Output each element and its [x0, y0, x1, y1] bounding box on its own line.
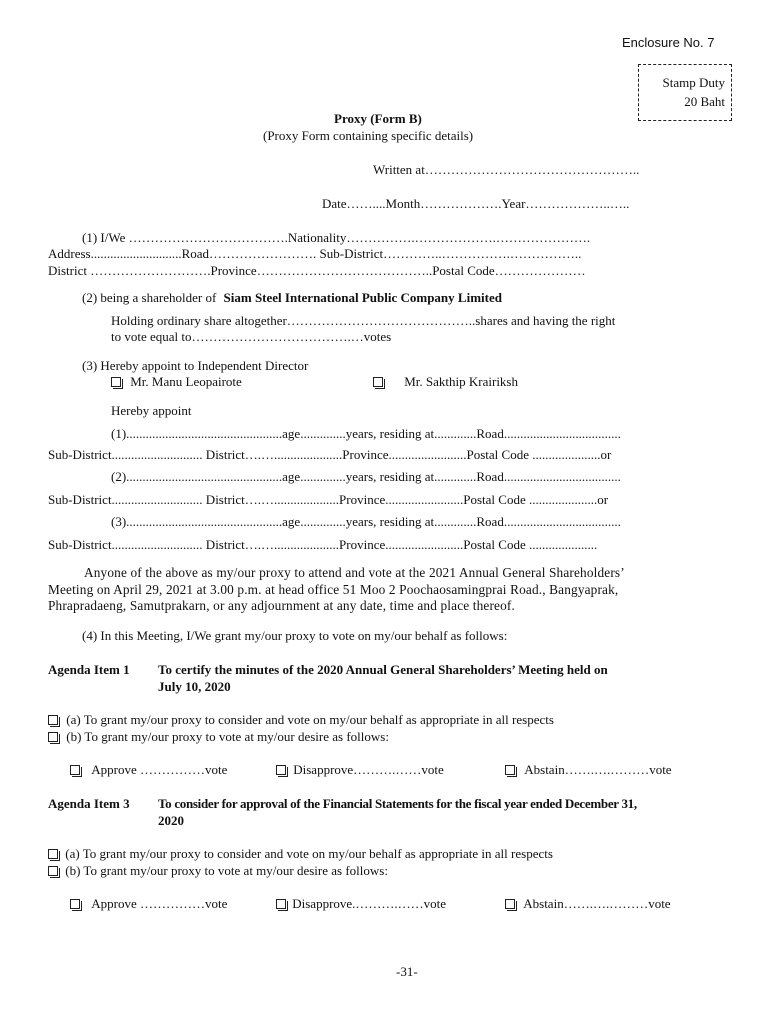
checkbox-icon[interactable]	[276, 765, 286, 775]
agenda-3-disapprove[interactable]	[276, 896, 446, 912]
holding-shares-field[interactable]: Holding ordinary share altogether……………………………………..shares and having the right	[111, 313, 616, 328]
approve-label: Approve ……………vote	[91, 762, 228, 777]
meeting-paragraph	[48, 565, 726, 615]
agenda-3-option-b[interactable]	[48, 863, 388, 879]
meeting-line-2: Meeting on April 29, 2021 at 3.00 p.m. at head office 51 Moo 2 Poochaosamingprai Road., Bangyaprak,	[48, 581, 619, 597]
date-field[interactable]: Date……....Month……………….Year………………..…..	[322, 196, 630, 211]
checkbox-icon[interactable]	[505, 765, 515, 775]
agenda-3-title-cont: 2020	[158, 813, 184, 828]
checkbox-icon[interactable]	[276, 899, 286, 909]
director-option-1[interactable]	[111, 374, 242, 390]
director-1-name: Mr. Manu Leopairote	[130, 374, 242, 389]
abstain-label: Abstain…….….………vote	[523, 896, 671, 911]
approve-label: Approve ……………vote	[91, 896, 228, 911]
meeting-line-3: Phrapradaeng, Samutprakarn, or any adjournment at any date, time and place thereof.	[48, 598, 515, 613]
director-2-name: Mr. Sakthip Krairiksh	[404, 374, 518, 389]
meeting-line-1: Anyone of the above as my/our proxy to attend and vote at the 2021 Annual General Shareholders’	[84, 565, 625, 580]
checkbox-icon[interactable]	[48, 715, 58, 725]
proxy-2-line1[interactable]: (2)................................................age..............years, residing at.............Road....................................	[111, 469, 621, 484]
checkbox-icon[interactable]	[48, 732, 58, 742]
voting-rights-field[interactable]: to vote equal to……………………………….…votes	[111, 329, 392, 344]
hereby-appoint-label: Hereby appoint	[111, 403, 192, 418]
agenda-1-disapprove[interactable]	[276, 762, 444, 778]
address-field[interactable]: Address............................Road……………………. Sub-District…………..…………….……………..	[48, 246, 582, 261]
checkbox-icon[interactable]	[70, 765, 80, 775]
stamp-duty-box	[638, 64, 732, 121]
company-name: Siam Steel International Public Company Limited	[223, 290, 502, 305]
proxy-1-line1[interactable]: (1)................................................age..............years, residing at.............Road....................................	[111, 426, 621, 441]
stamp-duty-label: Stamp Duty	[662, 75, 725, 90]
agenda-3-title: To consider for approval of the Financial Statements for the fiscal year ended December 31,	[158, 796, 637, 811]
page-number: -31-	[396, 964, 418, 979]
independent-director-heading: (3) Hereby appoint to Independent Director	[82, 358, 309, 373]
agenda-3-approve[interactable]	[70, 896, 227, 912]
agenda-1-option-a[interactable]	[48, 712, 554, 728]
stamp-duty-amount: 20 Baht	[684, 94, 725, 109]
agenda-3-option-a-label: (a) To grant my/our proxy to consider and vote on my/our behalf as appropriate in all respects	[65, 846, 553, 861]
abstain-label: Abstain…….….………vote	[524, 762, 672, 777]
proxy-1-line2[interactable]: Sub-District............................ District….….....................Province........................Postal Code .....................or	[48, 447, 612, 462]
agenda-1-option-b[interactable]	[48, 729, 389, 745]
agenda-1-option-b-label: (b) To grant my/our proxy to vote at my/our desire as follows:	[66, 729, 389, 744]
agenda-3-option-a[interactable]	[48, 846, 553, 862]
agenda-1-option-a-label: (a) To grant my/our proxy to consider and vote on my/our behalf as appropriate in all respects	[66, 712, 554, 727]
agenda-1-label: Agenda Item 1	[48, 662, 130, 677]
checkbox-icon[interactable]	[505, 899, 515, 909]
proxy-3-line2[interactable]: Sub-District............................ District….…....................Province........................Postal Code .....................	[48, 537, 598, 552]
checkbox-icon[interactable]	[111, 377, 121, 387]
proxy-3-line1[interactable]: (3)................................................age..............years, residing at.............Road....................................	[111, 514, 621, 529]
disapprove-label: Disapprove.……….……vote	[292, 896, 447, 911]
shareholder-line	[82, 290, 502, 306]
checkbox-icon[interactable]	[70, 899, 80, 909]
checkbox-icon[interactable]	[373, 377, 383, 387]
agenda-3-label: Agenda Item 3	[48, 796, 130, 811]
agenda-1-abstain[interactable]	[505, 762, 672, 778]
agenda-3-abstain[interactable]	[505, 896, 671, 912]
shareholder-prefix: (2) being a shareholder of	[82, 290, 217, 305]
enclosure-number: Enclosure No. 7	[622, 35, 715, 50]
iwe-nationality-field[interactable]: (1) I/We ……………………………….Nationality…………….……………….………………….	[82, 230, 591, 245]
written-at-field[interactable]: Written at…………………………………………..	[373, 162, 640, 177]
agenda-1-title: To certify the minutes of the 2020 Annual General Shareholders’ Meeting held on	[158, 662, 608, 677]
form-title: Proxy (Form B)	[334, 111, 422, 126]
district-field[interactable]: District ……………………….Province…………………………………..Postal Code…………………	[48, 263, 586, 278]
grant-instruction: (4) In this Meeting, I/We grant my/our proxy to vote on my/our behalf as follows:	[82, 628, 508, 643]
agenda-1-title-cont: July 10, 2020	[158, 679, 231, 694]
agenda-1-approve[interactable]	[70, 762, 227, 778]
checkbox-icon[interactable]	[48, 866, 58, 876]
form-subtitle: (Proxy Form containing specific details)	[263, 128, 474, 143]
director-option-2[interactable]	[373, 374, 518, 390]
agenda-3-option-b-label: (b) To grant my/our proxy to vote at my/our desire as follows:	[65, 863, 388, 878]
checkbox-icon[interactable]	[48, 849, 58, 859]
disapprove-label: Disapprove……….……vote	[293, 762, 444, 777]
proxy-2-line2[interactable]: Sub-District............................ District….…....................Province........................Postal Code .....................or	[48, 492, 609, 507]
